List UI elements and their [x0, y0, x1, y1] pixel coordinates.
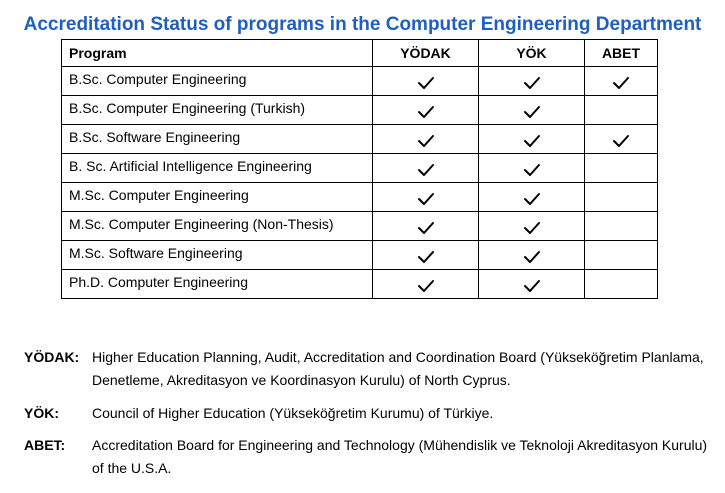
check-icon — [612, 134, 630, 148]
yodak-status-cell — [373, 96, 479, 125]
table-row — [62, 125, 658, 154]
program-name-cell: B.Sc. Computer Engineering (Turkish) — [62, 96, 373, 125]
abet-status-cell — [585, 270, 658, 299]
yok-status-cell — [479, 212, 585, 241]
table-row — [62, 241, 658, 270]
yok-status-cell — [479, 270, 585, 299]
table-row — [62, 212, 658, 241]
abet-status-cell — [585, 212, 658, 241]
yok-status-cell — [479, 154, 585, 183]
check-icon — [523, 279, 541, 293]
check-icon — [523, 105, 541, 119]
yok-status-cell — [479, 96, 585, 125]
header-yodak: YÖDAK — [373, 40, 479, 67]
accreditation-table — [61, 39, 658, 299]
yodak-status-cell — [373, 212, 479, 241]
check-icon — [417, 192, 435, 206]
page-title: Accreditation Status of programs in the Computer Engineering Department — [23, 14, 702, 35]
check-icon — [417, 76, 435, 90]
yok-status-cell — [479, 67, 585, 96]
program-name-cell: M.Sc. Computer Engineering (Non-Thesis) — [62, 212, 373, 241]
legend-abbr: ABET: — [24, 437, 66, 453]
abet-status-cell — [585, 96, 658, 125]
table-header-row — [62, 40, 658, 67]
program-name-cell: B. Sc. Artificial Intelligence Engineering — [62, 154, 373, 183]
legend-description: Accreditation Board for Engineering and Technology (Mühendislik ve Teknoloji Akreditasyon Kurulu) of the U.S.A. — [92, 437, 708, 476]
check-icon — [523, 221, 541, 235]
yodak-status-cell — [373, 270, 479, 299]
header-program: Program — [62, 40, 373, 67]
abet-status-cell — [585, 241, 658, 270]
table-body — [62, 67, 658, 299]
program-name-cell: M.Sc. Computer Engineering — [62, 183, 373, 212]
check-icon — [523, 250, 541, 264]
table-row — [62, 96, 658, 125]
abet-status-cell — [585, 125, 658, 154]
abet-status-cell — [585, 67, 658, 96]
program-name-cell: B.Sc. Software Engineering — [62, 125, 373, 154]
legend-abbr: YÖDAK: — [24, 349, 80, 365]
check-icon — [523, 192, 541, 206]
yodak-status-cell — [373, 125, 479, 154]
check-icon — [417, 279, 435, 293]
yodak-status-cell — [373, 241, 479, 270]
check-icon — [417, 105, 435, 119]
table-row — [62, 154, 658, 183]
yodak-status-cell — [373, 183, 479, 212]
abet-status-cell — [585, 154, 658, 183]
abet-status-cell — [585, 183, 658, 212]
legend-description: Council of Higher Education (Yükseköğretim Kurumu) of Türkiye. — [92, 405, 494, 421]
program-name-cell: B.Sc. Computer Engineering — [62, 67, 373, 96]
check-icon — [523, 134, 541, 148]
yok-status-cell — [479, 183, 585, 212]
legend-abbr: YÖK: — [24, 405, 59, 421]
program-name-cell: Ph.D. Computer Engineering — [62, 270, 373, 299]
check-icon — [612, 76, 630, 90]
legend-item-abet — [24, 434, 714, 480]
header-abet: ABET — [585, 40, 658, 67]
check-icon — [417, 250, 435, 264]
yok-status-cell — [479, 125, 585, 154]
legend-item-yok — [24, 402, 714, 425]
check-icon — [417, 221, 435, 235]
header-yok: YÖK — [479, 40, 585, 67]
table-row — [62, 67, 658, 96]
table-row — [62, 183, 658, 212]
table-row — [62, 270, 658, 299]
yodak-status-cell — [373, 67, 479, 96]
check-icon — [523, 163, 541, 177]
check-icon — [417, 134, 435, 148]
yodak-status-cell — [373, 154, 479, 183]
program-name-cell: M.Sc. Software Engineering — [62, 241, 373, 270]
check-icon — [523, 76, 541, 90]
check-icon — [417, 163, 435, 177]
legend-item-yodak — [24, 346, 714, 392]
yok-status-cell — [479, 241, 585, 270]
legend-description: Higher Education Planning, Audit, Accreditation and Coordination Board (Yükseköğretim Planlama, Denetleme, Akreditasyon ve Koordinasyon Kurulu) of North Cyprus. — [92, 349, 704, 388]
